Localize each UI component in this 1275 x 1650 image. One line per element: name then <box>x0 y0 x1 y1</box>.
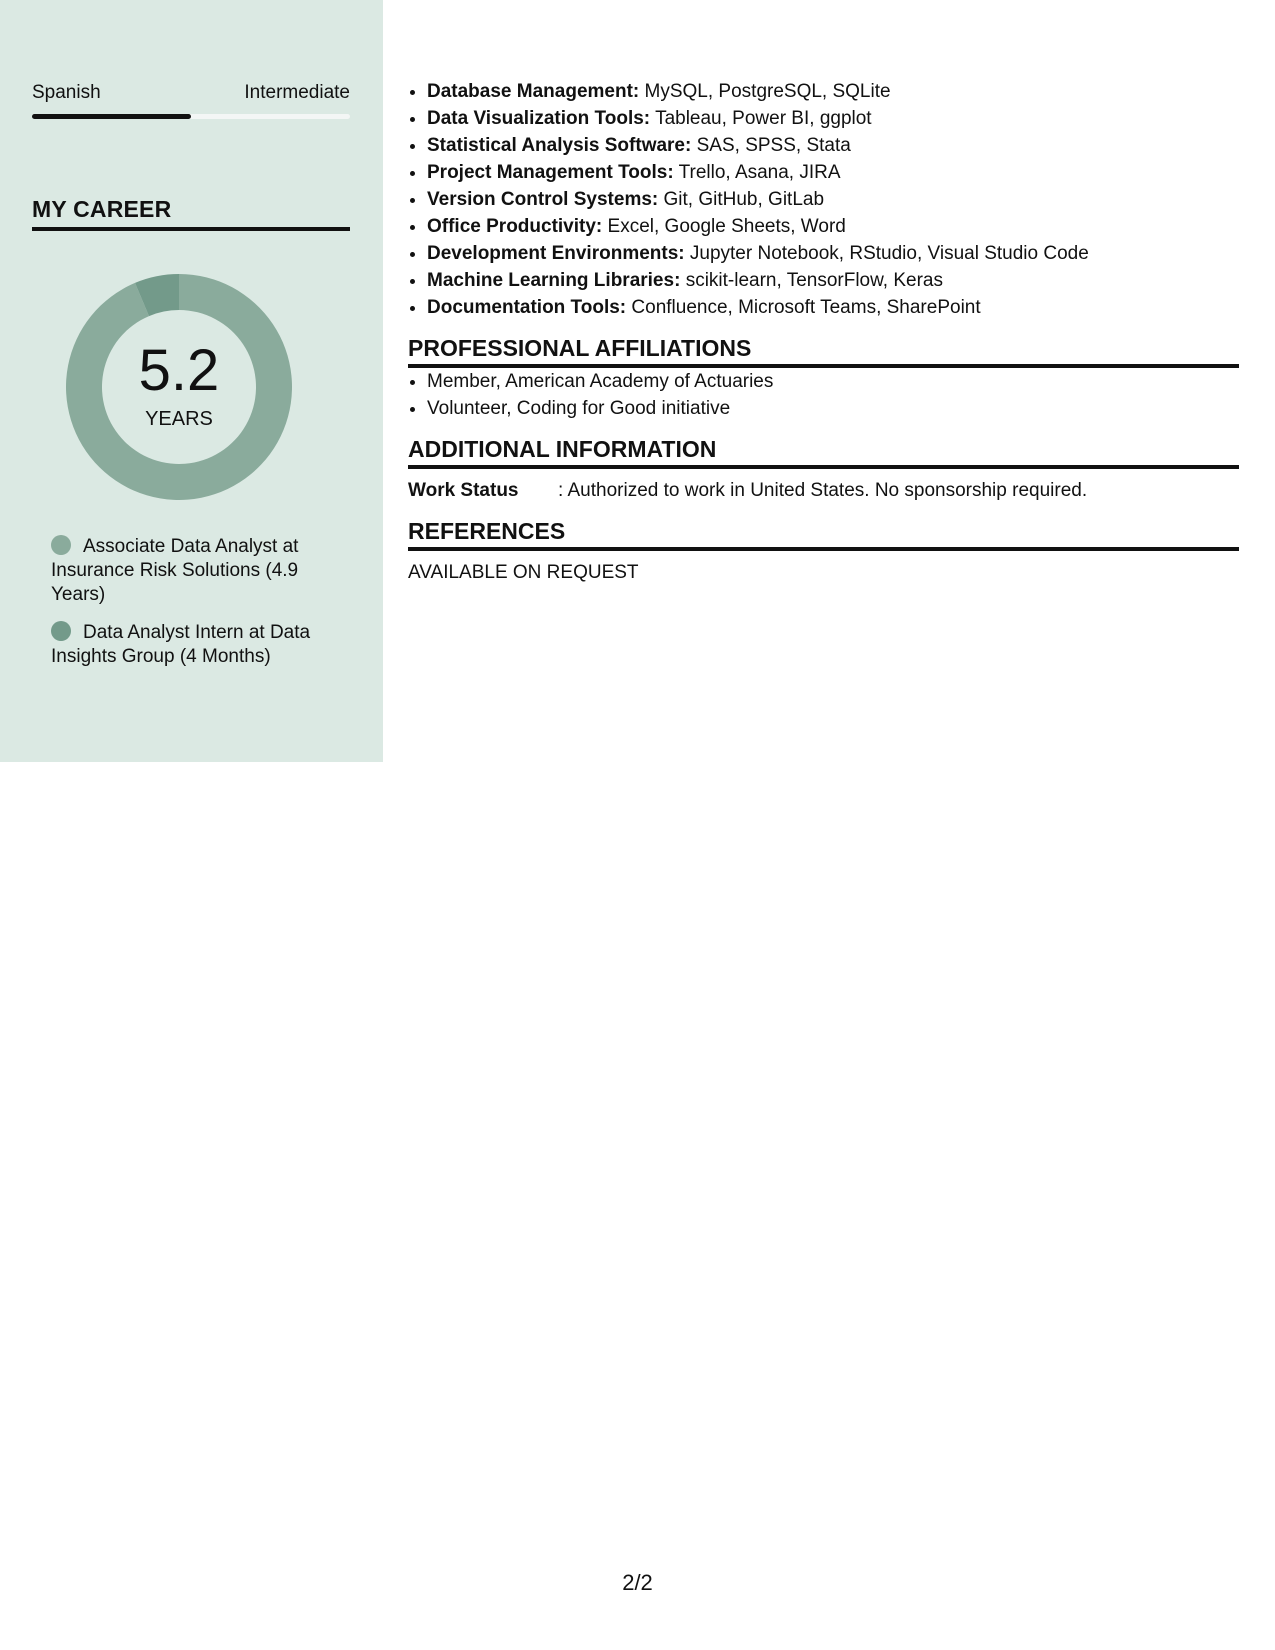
career-legend <box>51 535 321 683</box>
skill-label: Statistical Analysis Software: <box>427 135 692 156</box>
legend-dot-icon <box>51 535 71 555</box>
affiliation-item: • Volunteer, Coding for Good initiative <box>427 395 1239 422</box>
skill-item <box>427 132 1239 159</box>
legend-dot-icon <box>51 621 71 641</box>
skill-item <box>427 186 1239 213</box>
career-legend-item <box>51 621 321 669</box>
skill-item <box>427 159 1239 186</box>
career-total-unit: YEARS <box>145 408 213 430</box>
skill-item <box>427 105 1239 132</box>
affiliations-title: PROFESSIONAL AFFILIATIONS <box>408 335 1239 368</box>
career-section-title: MY CAREER <box>32 196 350 231</box>
language-proficiency-fill <box>32 114 191 119</box>
legend-label: Data Analyst Intern at Data Insights Group (4 Months) <box>51 622 311 667</box>
language-proficiency-bar <box>32 114 350 119</box>
skill-value: Git, GitHub, GitLab <box>663 189 825 210</box>
skills-list <box>408 78 1239 321</box>
language-name: Spanish <box>32 82 101 103</box>
affiliations-section <box>408 335 1239 422</box>
references-text: AVAILABLE ON REQUEST <box>408 562 639 583</box>
work-status-value: : Authorized to work in United States. No sponsorship required. <box>558 480 1088 501</box>
skill-label: Development Environments: <box>427 243 685 264</box>
work-status-row <box>408 477 1239 504</box>
skill-label: Data Visualization Tools: <box>427 108 651 129</box>
additional-info-section <box>408 436 1239 504</box>
skill-value: Jupyter Notebook, RStudio, Visual Studio Code <box>689 243 1089 264</box>
skill-value: Tableau, Power BI, ggplot <box>655 108 872 129</box>
affiliations-list <box>408 368 1239 422</box>
skill-item <box>427 213 1239 240</box>
career-total-value: 5.2 <box>138 338 220 403</box>
main-content <box>408 78 1239 586</box>
skill-item <box>427 240 1239 267</box>
work-status-label: Work Status <box>408 480 519 501</box>
page-number: 2/2 <box>622 1570 653 1595</box>
skill-item <box>427 267 1239 294</box>
references-title: REFERENCES <box>408 518 1239 551</box>
affiliation-item: • Member, American Academy of Actuaries <box>427 368 1239 395</box>
language-row <box>32 82 350 104</box>
skill-item <box>427 294 1239 321</box>
skill-label: Machine Learning Libraries: <box>427 270 681 291</box>
skill-label: Documentation Tools: <box>427 297 627 318</box>
career-legend-item <box>51 535 321 607</box>
skill-item <box>427 78 1239 105</box>
skill-value: Excel, Google Sheets, Word <box>607 216 846 237</box>
skill-value: Trello, Asana, JIRA <box>678 162 841 183</box>
skill-label: Database Management: <box>427 81 640 102</box>
skill-label: Project Management Tools: <box>427 162 674 183</box>
references-section <box>408 518 1239 586</box>
skill-label: Version Control Systems: <box>427 189 659 210</box>
additional-info-title: ADDITIONAL INFORMATION <box>408 436 1239 469</box>
sidebar <box>0 0 383 762</box>
skill-value: scikit-learn, TensorFlow, Keras <box>685 270 943 291</box>
skill-label: Office Productivity: <box>427 216 603 237</box>
skill-value: MySQL, PostgreSQL, SQLite <box>644 81 891 102</box>
legend-label: Associate Data Analyst at Insurance Risk Solutions (4.9 Years) <box>51 536 299 605</box>
skill-value: Confluence, Microsoft Teams, SharePoint <box>631 297 981 318</box>
skill-value: SAS, SPSS, Stata <box>696 135 851 156</box>
language-level: Intermediate <box>244 82 350 103</box>
